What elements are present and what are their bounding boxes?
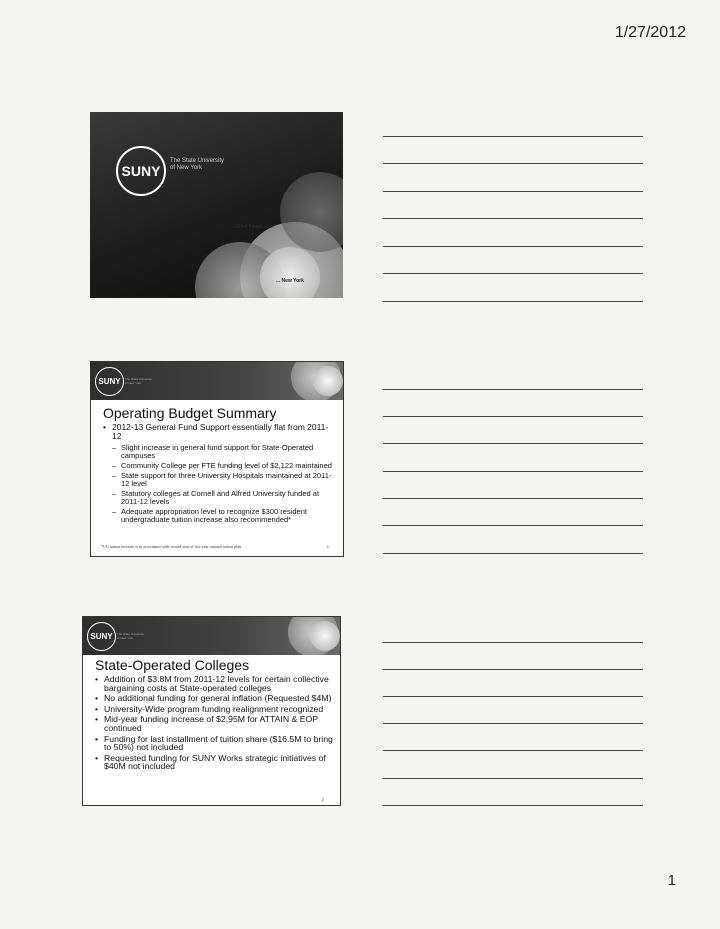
list-item: • Funding for last installment of tuition share ($16.5M to bring to 50%) not included xyxy=(95,735,335,752)
slide-operating-budget xyxy=(90,361,344,557)
bullet-list xyxy=(95,675,335,773)
suny-logo: SUNY xyxy=(95,367,124,396)
list-item: • Requested funding for SUNY Works strategic initiatives of $40M not included xyxy=(95,754,335,771)
list-item: • Mid-year funding increase of $2.95M for ATTAIN & EOP continued xyxy=(95,715,335,732)
footnote: *UG tuition increase is in accordance with second year of five year rational tuition plan xyxy=(101,544,242,549)
slide-number: 1 xyxy=(326,544,329,549)
logo-tagline: The State University of New York xyxy=(170,158,225,171)
list-item: • Addition of $3.8M from 2011-12 levels for certain collective bargaining costs at State-operated colleges xyxy=(95,675,335,692)
list-item: – Slight increase in general fund support for State-Operated campuses xyxy=(103,444,335,460)
page-number: 1 xyxy=(667,872,676,889)
slide-banner xyxy=(83,617,340,655)
slide-subtitle-location: ... New York xyxy=(276,278,304,284)
list-item: • No additional funding for general inflation (Requested $4M) xyxy=(95,694,335,703)
list-item: • 2012-13 General Fund Support essentially flat from 2011-12 xyxy=(103,423,335,441)
bullet-list xyxy=(103,423,335,526)
list-item: – State support for three University Hospitals maintained at 2011-12 level xyxy=(103,472,335,488)
slide-title: State-Operated Colleges xyxy=(95,657,250,673)
list-item: – Statutory colleges at Cornell and Alfred University funded at 2011-12 levels xyxy=(103,490,335,506)
slide-subtitle: ... Chief Financial ... xyxy=(230,224,275,230)
suny-logo: SUNY xyxy=(87,622,116,651)
slide-title: Operating Budget Summary xyxy=(103,405,277,421)
slide-banner xyxy=(91,362,343,400)
list-item: • University-Wide program funding realignment recognized xyxy=(95,705,335,714)
date: 1/27/2012 xyxy=(614,24,686,41)
logo-tagline: The State University of New York xyxy=(117,632,145,640)
slide-number: 2 xyxy=(321,797,324,802)
suny-logo: SUNY xyxy=(116,146,166,196)
list-item: – Community College per FTE funding level of $2,122 maintained xyxy=(103,462,335,470)
logo-tagline: The State University of New York xyxy=(125,377,153,385)
list-item: – Adequate appropriation level to recognize $300 resident undergraduate tuition increase also recommended* xyxy=(103,508,335,524)
title-slide xyxy=(90,112,343,298)
slide-state-operated-colleges xyxy=(82,616,341,806)
